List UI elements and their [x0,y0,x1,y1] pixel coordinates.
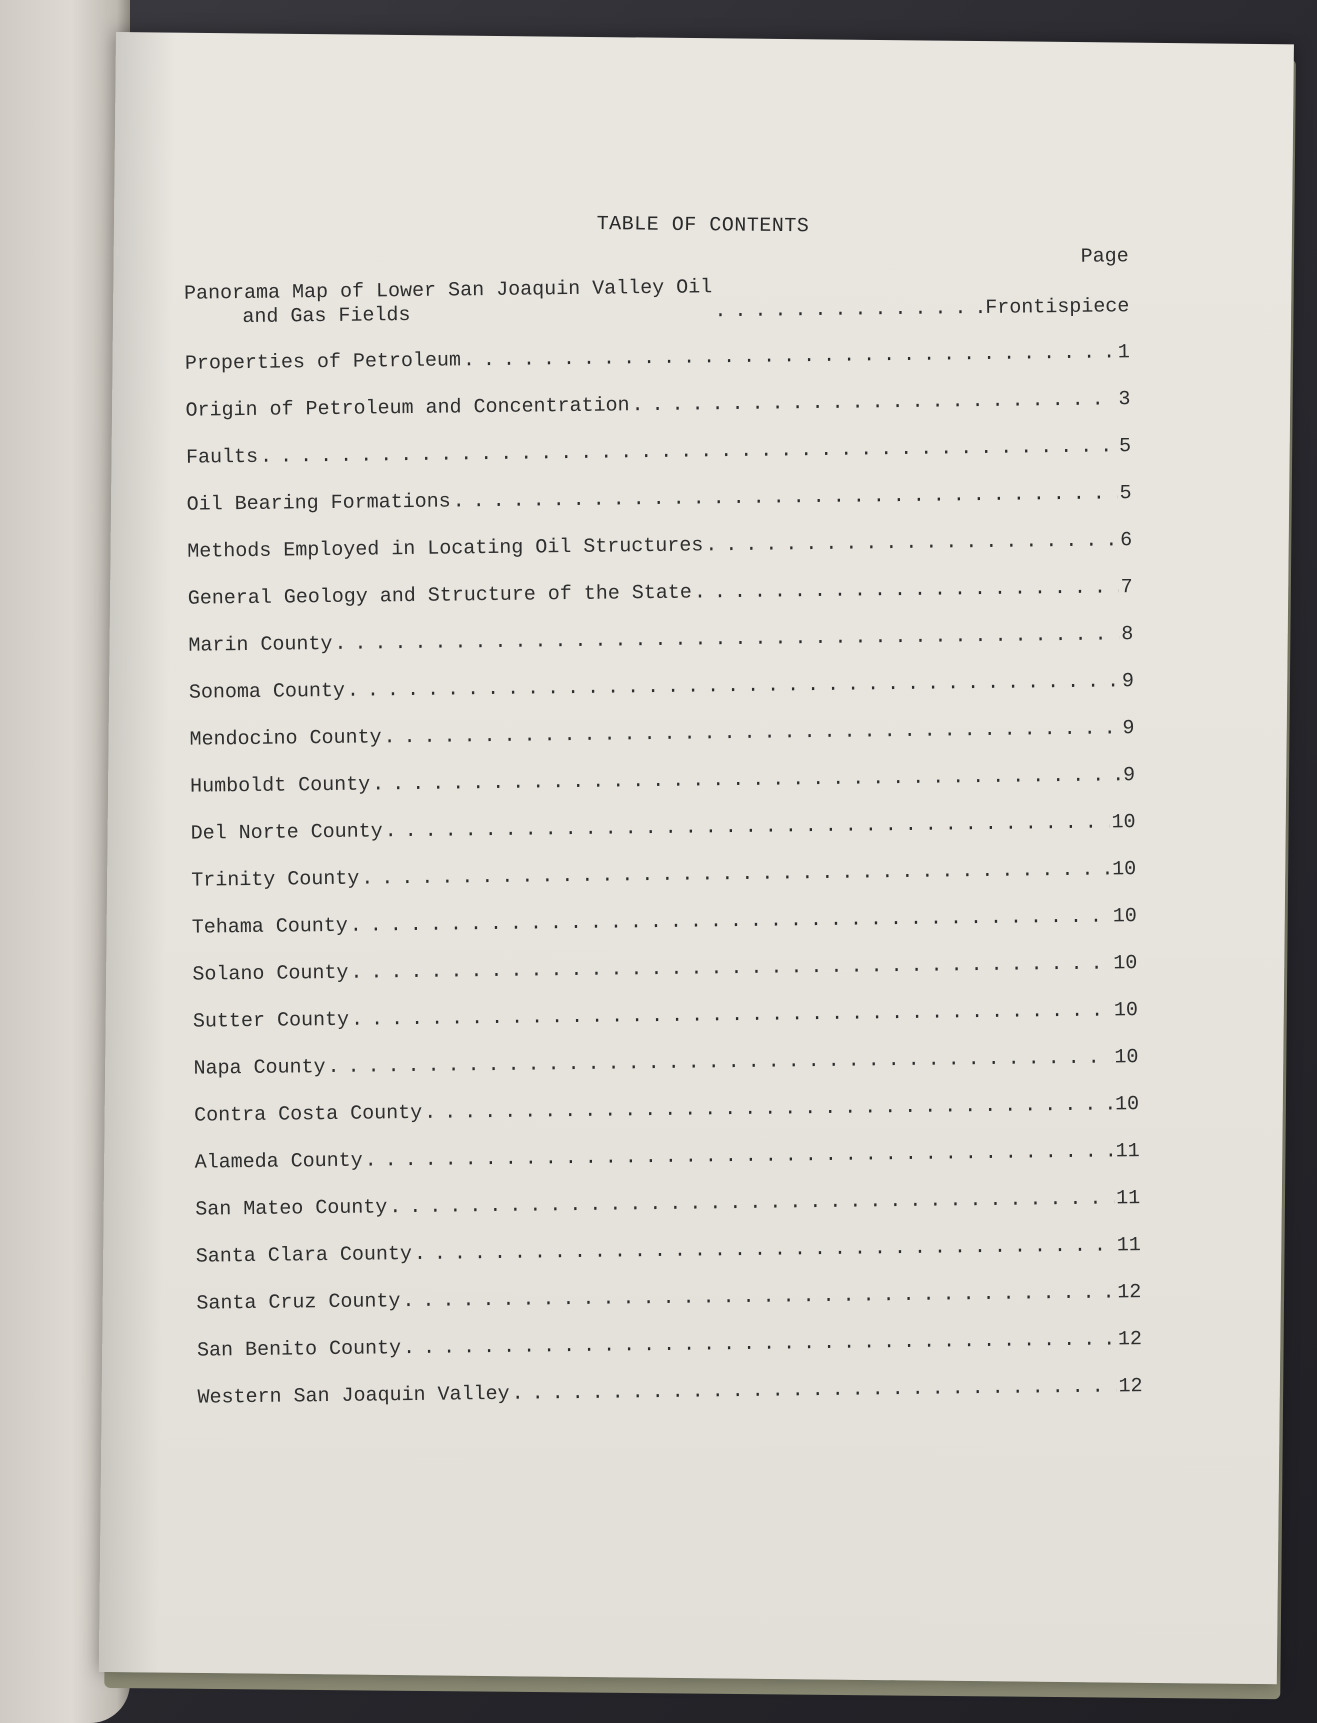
toc-entry-title-line1: Panorama Map of Lower San Joaquin Valley Oil [183,276,713,306]
toc-entry-page: 10 [1113,999,1139,1023]
document-page [99,32,1294,1684]
toc-entry-title [184,276,713,352]
toc-entry-page: 5 [1118,435,1132,459]
page-title: TABLE OF CONTENTS [596,213,810,239]
toc-entry-page: 10 [1112,858,1137,882]
toc-entry-page: 8 [1121,623,1134,647]
toc-entry-title: Properties of Petroleum [184,349,462,376]
dot-leader [694,576,1119,605]
toc-entry-title: Mendocino County [189,726,382,752]
toc-entry-page: 10 [1113,952,1138,976]
toc-entry-page: 10 [1112,905,1137,929]
toc-entry-page: 10 [1111,811,1136,835]
dot-leader [631,388,1116,418]
toc-entry-title: Sutter County [192,1008,350,1034]
dot-leader [705,529,1118,558]
toc-entry-title: Alameda County [194,1149,363,1175]
toc-entry-title: Marin County [188,632,333,658]
toc-entry-title: Trinity County [191,867,360,893]
toc-entry-page: Frontispiece [985,295,1130,320]
table-of-contents [184,245,1143,1433]
toc-entry-title: Napa County [193,1056,326,1081]
toc-entry-page: 3 [1118,388,1131,412]
dot-leader [714,297,983,346]
toc-entry-page: 11 [1115,1140,1140,1164]
toc-entry-page: 9 [1122,717,1135,741]
toc-entry [184,269,1130,353]
toc-entry-page: 11 [1116,1234,1141,1258]
toc-entry-title: San Mateo County [195,1196,388,1222]
toc-entry-page: 12 [1118,1375,1143,1399]
toc-entry-title: General Geology and Structure of the State [187,581,693,611]
toc-entry-title: Solano County [192,961,349,987]
toc-entry-page: 5 [1119,482,1132,506]
toc-entry-page: 9 [1121,670,1135,694]
toc-entry-page: 11 [1116,1187,1141,1211]
toc-entry-page: 12 [1117,1281,1142,1305]
toc-entry-title: Santa Clara County [195,1243,413,1269]
toc-entry-title: San Benito County [196,1337,402,1363]
toc-entry-page: 10 [1114,1046,1139,1070]
toc-entry-title: Methods Employed in Locating Oil Structures [187,534,704,564]
toc-entry-title-line2: and Gas Fields [242,303,411,330]
toc-entry-page: 7 [1120,576,1133,600]
toc-entry-title: Del Norte County [190,820,383,846]
toc-entry-page: 10 [1114,1093,1140,1117]
toc-entry-title: Faults [185,445,259,470]
toc-entry-page: 1 [1117,341,1131,365]
page-column-header: Page [1080,245,1129,269]
toc-entry-title: Humboldt County [189,773,371,799]
toc-entry-title: Origin of Petroleum and Concentration [185,394,630,423]
toc-entry-page: 9 [1122,764,1136,788]
toc-entry-page: 6 [1120,529,1133,553]
toc-entry-title: Oil Bearing Formations [186,490,451,517]
toc-entry-title: Sonoma County [188,679,346,705]
toc-entry-title: Tehama County [191,914,349,940]
toc-entry-title: Contra Costa County [194,1101,423,1128]
toc-entry-title: Western San Joaquin Valley [197,1382,510,1410]
toc-entry-page: 12 [1117,1328,1143,1352]
toc-entry-title: Santa Cruz County [196,1290,401,1316]
